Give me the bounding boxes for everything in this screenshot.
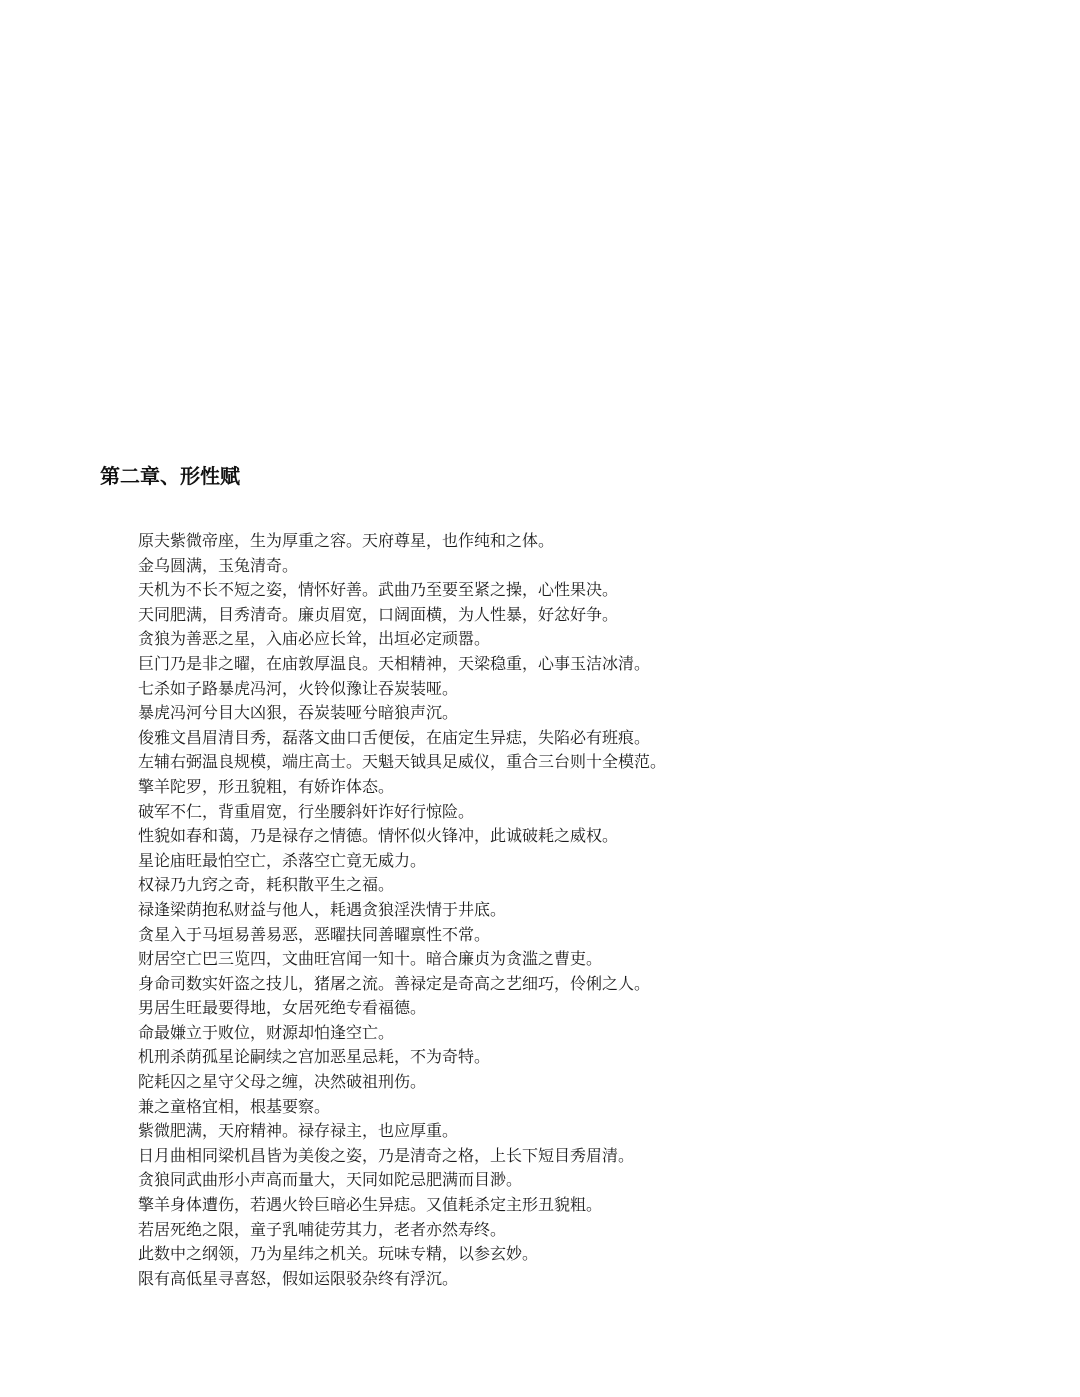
verse-list — [138, 529, 666, 1291]
verse-line: 机刑杀荫孤星论嗣续之宫加恶星忌耗，不为奇特。 — [138, 1047, 491, 1067]
verse-line: 擎羊陀罗，形丑貌粗，有娇诈体态。 — [138, 776, 395, 796]
verse-line: 贪星入于马垣易善易恶，恶曜扶同善曜禀性不常。 — [138, 924, 491, 944]
verse-line: 兼之童格宜相，根基要察。 — [138, 1096, 331, 1116]
verse-line: 擎羊身体遭伤，若遇火铃巨暗必生异痣。又值耗杀定主形丑貌粗。 — [138, 1195, 603, 1215]
verse-line: 财居空亡巴三览四，文曲旺宫闻一知十。暗合廉贞为贪滥之曹吏。 — [138, 949, 603, 969]
verse-line: 星论庙旺最怕空亡，杀落空亡竟无威力。 — [138, 850, 427, 870]
verse-line: 原夫紫微帝座，生为厚重之容。天府尊星，也作纯和之体。 — [138, 531, 555, 550]
verse-line: 天同肥满，目秀清奇。廉贞眉宽，口阔面横，为人性暴，好忿好争。 — [138, 604, 619, 624]
verse-line: 性貌如春和蔼，乃是禄存之情德。情怀似火锋冲，此诚破耗之威权。 — [138, 826, 619, 846]
verse-line: 身命司数实奸盗之技儿，猪屠之流。善禄定是奇高之艺细巧，伶俐之人。 — [138, 973, 651, 993]
verse-line: 日月曲相同梁机昌皆为美俊之姿，乃是清奇之格，上长下短目秀眉清。 — [138, 1145, 635, 1165]
verse-line: 若居死绝之限，童子乳哺徒劳其力，老者亦然寿终。 — [138, 1219, 507, 1239]
verse-line: 巨门乃是非之曜，在庙敦厚温良。天相精神，天梁稳重，心事玉洁冰清。 — [138, 653, 651, 673]
verse-line: 贪狼同武曲形小声高而量大，天同如陀忌肥满而目渺。 — [138, 1170, 523, 1190]
verse-line: 陀耗囚之星守父母之缠，决然破祖刑伤。 — [138, 1072, 427, 1092]
verse-line: 命最嫌立于败位，财源却怕逢空亡。 — [138, 1022, 395, 1042]
verse-line: 紫微肥满，天府精神。禄存禄主，也应厚重。 — [138, 1121, 459, 1141]
verse-line: 七杀如子路暴虎冯河，火铃似豫让吞炭装哑。 — [138, 678, 459, 698]
verse-line: 限有高低星寻喜怒，假如运限驳杂终有浮沉。 — [138, 1268, 459, 1288]
verse-line: 天机为不长不短之姿，情怀好善。武曲乃至要至紧之操，心性果决。 — [138, 580, 619, 600]
verse-line: 俊雅文昌眉清目秀，磊落文曲口舌便佞，在庙定生异痣，失陷必有班痕。 — [138, 727, 651, 747]
verse-line: 贪狼为善恶之星，入庙必应长耸，出垣必定顽嚣。 — [138, 629, 491, 649]
verse-line: 左辅右弼温良规模，端庄高士。天魁天钺具足威仪，重合三台则十全模范。 — [138, 752, 667, 772]
verse-line: 禄逢梁荫抱私财益与他人，耗遇贪狼淫泆情于井底。 — [138, 899, 507, 919]
verse-line: 破军不仁，背重眉宽，行坐腰斜奸诈好行惊险。 — [138, 801, 475, 821]
verse-line: 男居生旺最要得地，女居死绝专看福德。 — [138, 998, 427, 1018]
verse-line: 金乌圆满，玉兔清奇。 — [138, 555, 299, 575]
chapter-title: 第二章、形性赋 — [100, 464, 240, 488]
verse-line: 权禄乃九窍之奇，耗积散平生之福。 — [138, 875, 395, 895]
verse-line: 暴虎冯河兮目大凶狠，吞炭装哑兮暗狼声沉。 — [138, 703, 459, 723]
verse-line: 此数中之纲领，乃为星纬之机关。玩味专精，以参玄妙。 — [138, 1244, 539, 1264]
